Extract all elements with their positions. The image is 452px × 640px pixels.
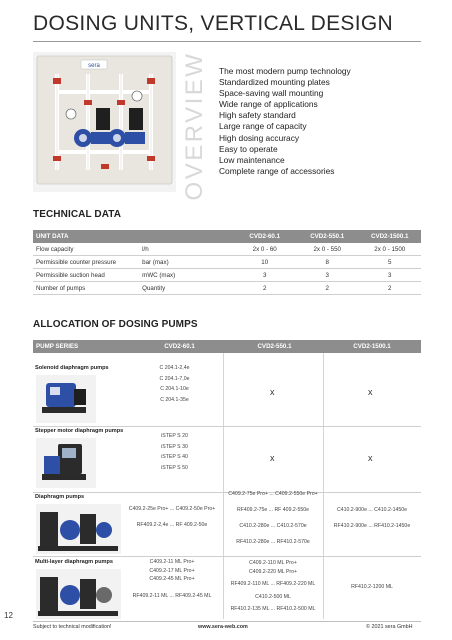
header-cell: CVD2-550.1 [257,343,292,350]
pump-model: RF409.2-2,4e ... RF 409.2-50e [136,522,208,528]
table-row [33,256,421,269]
pump-model: C410.2-500 ML [255,593,291,600]
pump-model: C 204.1-10e [160,386,189,392]
header-cell: CVD2-1500.1 [370,233,409,240]
footer-disclaimer: Subject to technical modification! [33,624,112,630]
table-header [33,340,421,353]
table-row [33,269,421,282]
pump-model-list [121,501,223,533]
pump-model-list [323,502,421,534]
row-unit: l/h [142,245,149,253]
cell-value: 2 [262,284,267,292]
cell-value: 2 [325,284,329,292]
pump-model: C409.2-75e Pro+ ... C409.2-550e Pro+ [228,491,318,497]
pump-group-stepper [33,426,421,492]
table-row [33,243,421,256]
allocation-table [33,340,421,612]
row-unit: Quantity [142,284,166,292]
header-cell: CVD2-60.1 [164,343,195,350]
pump-model: RF410.2-280e ... RF410.2-570e [236,539,310,545]
feature-item: Space-saving wall mounting [219,88,324,99]
table-header [33,230,421,243]
header-cell: CVD2-60.1 [249,233,281,240]
pump-group-solenoid [33,353,421,426]
pump-model: RF409.2-110 ML ... RF409.2-220 ML [230,581,316,587]
pump-model: C410.2-900e ... C410.2-1450e [336,507,408,513]
row-label: Permissible suction head [36,271,105,279]
pump-model-list [128,431,221,473]
cell-value: 8 [325,258,329,266]
not-available-mark: x [368,453,373,463]
pump-model: RF409.2-11 ML ... RF409.2-45 ML [132,592,212,599]
technical-data-table [33,230,421,295]
pump-model: iSTEP S 20 [161,433,188,439]
pump-model: C409.2-110 ML Pro+ [249,560,297,566]
feature-item: Low maintenance [219,154,285,165]
cell-value: 5 [388,258,392,266]
footer-copyright: © 2021 sera GmbH [366,624,413,630]
feature-item: Standardized mounting plates [219,77,330,88]
feature-item: Easy to operate [219,143,278,154]
pump-model: RF410.2-900e ... RF410.2-1450e [333,523,411,529]
row-label: Permissible counter pressure [36,258,117,266]
pump-model: C409.2-17 ML Pro+ [149,567,195,574]
pump-model: RF409.2-75e ... RF 409.2-550e [236,507,310,513]
pump-model: C 204.1-35e [160,396,189,403]
feature-item: High safety standard [219,110,296,121]
group-label: Solenoid diaphragm pumps [35,365,109,371]
cell-value: 3 [325,271,329,279]
row-label: Number of pumps [36,284,86,292]
cell-value: 2 [388,284,392,292]
footer-divider [33,621,421,622]
footer-website-link[interactable]: www.sera-web.com [198,624,248,630]
header-cell: UNIT DATA [36,233,69,240]
solenoid-pump-image [36,375,96,423]
page-number: 12 [4,611,13,620]
pump-model: C410.2-280e ... C410.2-570e [239,523,307,529]
pump-model: C409.2-11 ML Pro+ [149,559,195,565]
pump-model: C409.2-220 ML Pro+ [248,568,298,575]
row-label: Flow capacity [36,245,74,253]
not-available-mark: x [270,453,275,463]
feature-item: The most modern pump technology [219,66,351,76]
stepper-pump-image [36,438,96,488]
cell-value: 2x 0 - 550 [313,245,341,253]
feature-item: High dosing accuracy [219,132,300,143]
pump-model-list [128,363,221,405]
row-unit: mWC (max) [142,271,176,279]
pump-model-list [223,559,323,614]
pump-model-list [223,486,323,550]
pump-group-diaphragm [33,492,421,556]
pump-model: C 204.1-2,4e [159,365,190,371]
cell-value: 2x 0 - 60 [252,245,277,253]
diaphragm-pump-image [36,504,121,554]
pump-group-multilayer [33,556,421,619]
title-divider [33,41,421,42]
technical-data-heading: TECHNICAL DATA [33,209,122,220]
pump-model: RF410.2-135 ML ... RF410.2-500 ML [230,606,316,612]
group-label: Stepper motor diaphragm pumps [35,428,124,434]
header-cell: CVD2-1500.1 [353,343,391,350]
not-available-mark: x [368,387,373,397]
feature-item: Wide range of applications [219,99,318,110]
header-cell: CVD2-550.1 [310,233,345,240]
dosing-unit-image [33,52,176,192]
pump-model-list [121,558,223,600]
pump-model: RF410.2-1200 ML [351,584,393,590]
cell-value: 3 [262,271,267,279]
pump-model: C 204.1-7,0e [159,375,190,382]
pump-model: iSTEP S 50 [161,464,188,471]
group-label: Multi-layer diaphragm pumps [35,559,114,565]
feature-item: Complete range of accessories [219,165,335,176]
cell-value: 2x 0 - 1500 [374,245,406,253]
header-cell: PUMP SERIES [36,343,79,350]
cell-value: 3 [388,271,392,279]
pump-model: iSTEP S 30 [161,443,188,450]
cell-value: 10 [261,258,269,266]
overview-label: OVERVIEW [181,51,208,201]
group-label: Diaphragm pumps [35,494,85,500]
row-unit: bar (max) [142,258,169,266]
multilayer-pump-image [36,569,121,619]
table-row [33,282,421,295]
pump-model: iSTEP S 40 [161,454,188,460]
pump-model: C409.2-45 ML Pro+ [149,576,195,582]
pump-model: C409.2-25e Pro+ ... C409.2-50e Pro+ [128,506,216,512]
not-available-mark: x [270,387,275,397]
page-title: DOSING UNITS, VERTICAL DESIGN [33,12,393,35]
allocation-heading: ALLOCATION OF DOSING PUMPS [33,319,198,330]
overview-features-list [219,66,351,177]
feature-item: Large range of capacity [219,121,307,132]
sera-logo: sera [88,63,100,69]
